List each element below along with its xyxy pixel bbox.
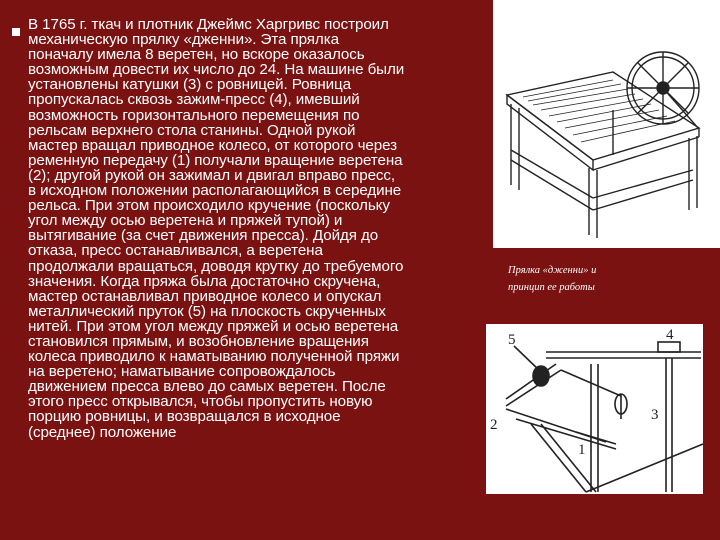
spinning-jenny-illustration <box>493 0 720 248</box>
label-3: 3 <box>651 407 659 423</box>
label-2: 2 <box>490 417 498 433</box>
figure-caption: Прялка «дженни» и принцип ее работы <box>508 265 597 293</box>
label-4: 4 <box>666 327 674 343</box>
label-5: 5 <box>508 332 516 348</box>
main-paragraph: В 1765 г. ткач и плотник Джеймс Харгривс построил механическую прялку «дженни». Эта прялка поначалу имела 8 веретен, но вскоре оказалось возможным довести их число до 24. На машине были установлены катушки (3) с ровницей. Ровница пропускалась сквозь зажим-пресс (4), имевший возможность горизонтального перемещения по рельсам верхнего стола станины. Одной рукой мастер вращал приводное колесо, от которого через ременную передачу (1) получали вращение веретена (2); другой рукой он зажимал и двигал вправо пресс, в исходном положении располагающийся в середине рельса. При этом происходило кручение (поскольку угол между осью веретена и пряжей тупой) и вытягивание (за счет движения пресса). Дойдя до отказа, пресс останавливался, а веретена продолжали вращаться, доводя крутку до требуемого значения. Когда пряжа была достаточно скручена, мастер останавливал приводное колесо и опускал металлический пруток (5) на плоскость скрученных нитей. При этом угол между пряжей и осью веретена становился прямым, и возобновление вращения колеса приводило к наматыванию полученной пряжи на веретено; наматывание сопровождалось движением пресса влево до самых веретен. После этого пресс открывался, чтобы пропустить новую порцию ровницы, и возвращался в исходное (среднее) положение <box>28 16 405 441</box>
bullet-marker <box>12 28 20 36</box>
label-1: 1 <box>578 442 586 458</box>
mechanism-diagram <box>486 324 703 494</box>
